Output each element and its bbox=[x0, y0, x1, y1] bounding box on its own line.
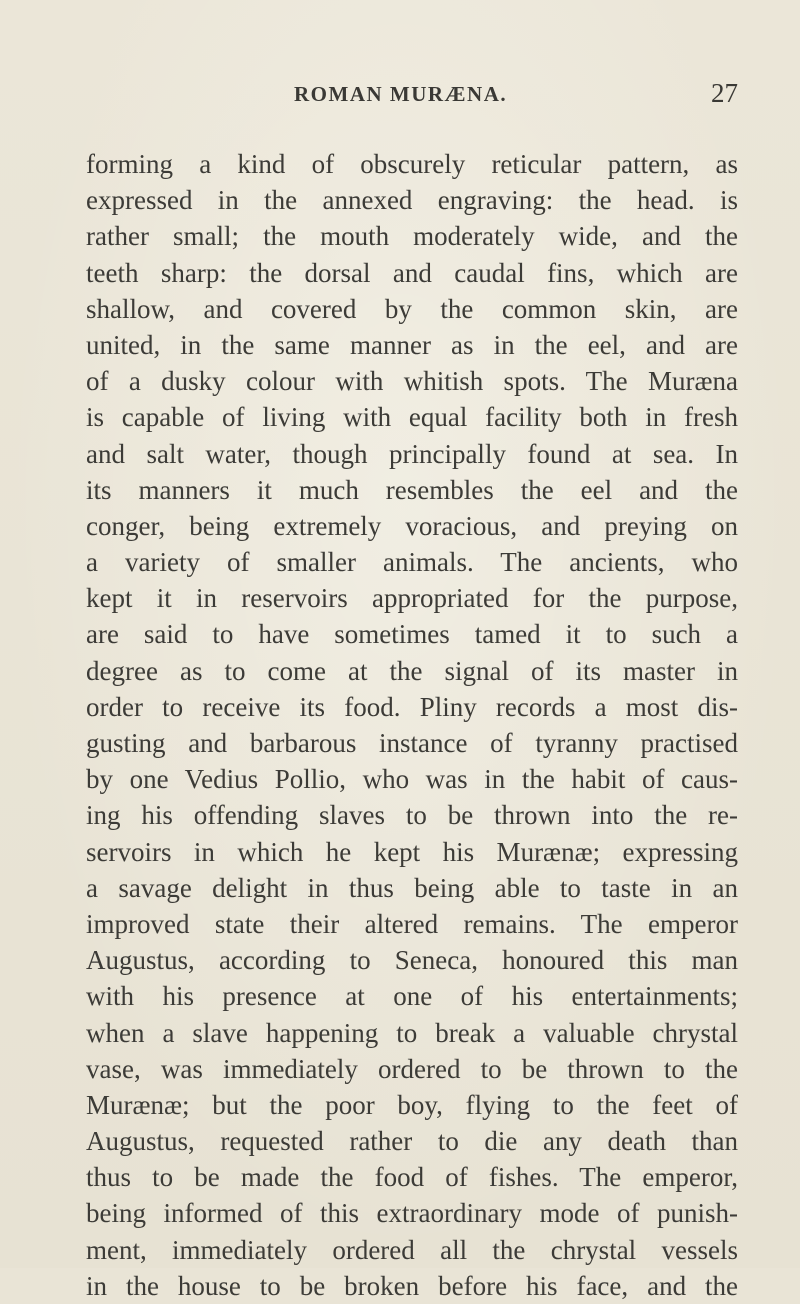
running-head: ROMAN MURÆNA. bbox=[294, 82, 508, 106]
text-line: its manners it much resembles the eel and the bbox=[86, 474, 738, 505]
text-line: degree as to come at the signal of its master in bbox=[86, 655, 738, 686]
text-line: forming a kind of obscurely reticular pattern, as bbox=[86, 149, 738, 179]
text-line: being informed of this extraordinary mode of punish- bbox=[86, 1198, 738, 1229]
text-line: kept it in reservoirs appropriated for the purpose, bbox=[86, 583, 738, 614]
page-number: 27 bbox=[711, 78, 738, 108]
text-line: vase, was immediately ordered to be thrown to the bbox=[86, 1053, 738, 1084]
text-line: rather small; the mouth moderately wide, and the bbox=[86, 221, 738, 252]
text-line: with his presence at one of his entertainments; bbox=[86, 981, 738, 1012]
text-line: Augustus, requested rather to die any death than bbox=[86, 1126, 738, 1157]
text-line: Murænæ; but the poor boy, flying to the feet of bbox=[86, 1089, 738, 1120]
text-line: gusting and barbarous instance of tyranny practised bbox=[86, 728, 738, 758]
text-line: when a slave happening to break a valuable chrystal bbox=[86, 1017, 738, 1048]
text-line: thus to be made the food of fishes. The emperor, bbox=[86, 1162, 738, 1193]
text-line: improved state their altered remains. The emperor bbox=[86, 908, 738, 939]
page-header bbox=[86, 78, 738, 112]
text-line: united, in the same manner as in the eel, and are bbox=[86, 329, 738, 360]
text-line: a savage delight in thus being able to taste in an bbox=[86, 872, 738, 903]
text-line: a variety of smaller animals. The ancients, who bbox=[86, 547, 738, 578]
body-paragraph bbox=[86, 146, 738, 1304]
text-line: teeth sharp: the dorsal and caudal fins, which are bbox=[86, 257, 738, 288]
text-line: are said to have sometimes tamed it to such a bbox=[86, 619, 738, 650]
text-line: ment, immediately ordered all the chrystal vessels bbox=[86, 1234, 738, 1265]
text-line: servoirs in which he kept his Murænæ; expressing bbox=[86, 836, 738, 867]
text-line: order to receive its food. Pliny records a most dis- bbox=[86, 691, 738, 722]
text-line: in the house to be broken before his face, and the bbox=[86, 1270, 738, 1301]
text-line: by one Vedius Pollio, who was in the habit of caus- bbox=[86, 764, 738, 795]
text-line: is capable of living with equal facility both in fresh bbox=[86, 402, 738, 433]
text-line: of a dusky colour with whitish spots. The Muræna bbox=[86, 366, 738, 397]
text-line: and salt water, though principally found at sea. In bbox=[86, 438, 738, 469]
text-line: conger, being extremely voracious, and preying on bbox=[86, 510, 738, 541]
text-line: ing his offending slaves to be thrown into the re- bbox=[86, 800, 738, 831]
text-line: shallow, and covered by the common skin, are bbox=[86, 293, 738, 324]
text-line: Augustus, according to Seneca, honoured this man bbox=[86, 945, 738, 976]
text-line: expressed in the annexed engraving: the head. is bbox=[86, 185, 738, 216]
